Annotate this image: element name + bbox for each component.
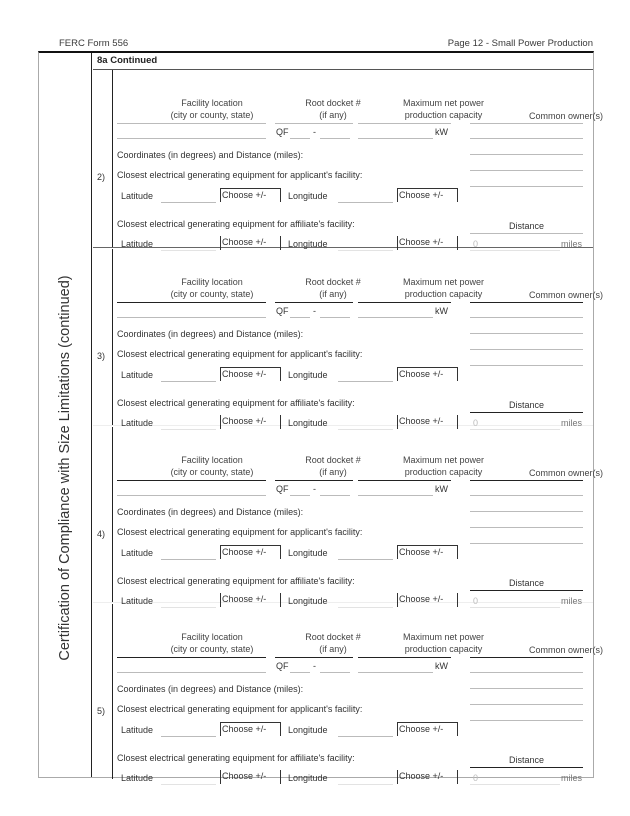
- common-owner-field-3[interactable]: [470, 170, 583, 171]
- header-rule: [117, 657, 266, 658]
- common-owners-label: Common owner(s): [528, 290, 604, 300]
- distance-value[interactable]: 0: [473, 239, 479, 249]
- applicant-longitude-label: Longitude: [288, 548, 328, 558]
- applicant-latitude-field[interactable]: [161, 202, 216, 203]
- facility-location-label: Facility location: [181, 98, 243, 108]
- affiliate-latitude-sign-select[interactable]: Choose +/-: [220, 415, 281, 429]
- max-power-sublabel: production capacity: [404, 644, 483, 654]
- applicant-latitude-label: Latitude: [121, 370, 154, 380]
- root-docket-header: [283, 276, 383, 300]
- header-rule: [470, 657, 583, 658]
- entry-number: 3): [97, 351, 106, 361]
- distance-rule: [470, 590, 583, 591]
- max-power-label: Maximum net power: [402, 98, 485, 108]
- facility-location-header: [137, 631, 287, 655]
- entry-number-column: [93, 427, 113, 602]
- applicant-longitude-sign-select[interactable]: Choose +/-: [397, 722, 458, 736]
- docket-dash: -: [313, 661, 316, 671]
- applicant-latitude-field[interactable]: [161, 559, 216, 560]
- applicant-latitude-label: Latitude: [121, 548, 154, 558]
- facility-location-label: Facility location: [181, 455, 243, 465]
- common-owner-field-2[interactable]: [470, 333, 583, 334]
- affiliate-longitude-label: Longitude: [288, 773, 328, 783]
- qf-docket-field-b[interactable]: [320, 317, 350, 318]
- facility-location-header: [137, 276, 287, 300]
- root-docket-header: [283, 454, 383, 478]
- affiliate-equipment-label: Closest electrical generating equipment for affiliate's facility:: [117, 398, 355, 408]
- affiliate-equipment-label: Closest electrical generating equipment for affiliate's facility:: [117, 753, 355, 763]
- form-frame: [38, 51, 604, 783]
- root-docket-label: Root docket #: [305, 632, 361, 642]
- miles-unit: miles: [561, 596, 583, 606]
- entry-section: [93, 249, 604, 428]
- facility-location-field[interactable]: [117, 495, 266, 496]
- affiliate-latitude-label: Latitude: [121, 418, 154, 428]
- capacity-field[interactable]: [358, 138, 433, 139]
- common-owner-field-2[interactable]: [470, 511, 583, 512]
- affiliate-longitude-label: Longitude: [288, 418, 328, 428]
- applicant-equipment-label: Closest electrical generating equipment for applicant's facility:: [117, 170, 363, 180]
- entry-section: [93, 604, 604, 783]
- max-power-header: [391, 276, 496, 300]
- root-docket-label: Root docket #: [305, 277, 361, 287]
- facility-location-label: Facility location: [181, 277, 243, 287]
- qf-docket-field-b[interactable]: [320, 495, 350, 496]
- affiliate-latitude-label: Latitude: [121, 596, 154, 606]
- distance-label: Distance: [508, 221, 544, 231]
- common-owner-field-4[interactable]: [470, 365, 583, 366]
- root-docket-header: [283, 631, 383, 655]
- applicant-latitude-sign-select[interactable]: Choose +/-: [220, 188, 281, 202]
- facility-location-field[interactable]: [117, 138, 266, 139]
- qf-prefix: QF: [276, 661, 289, 671]
- entry-section: [93, 70, 604, 249]
- header-rule: [358, 123, 451, 124]
- applicant-latitude-label: Latitude: [121, 191, 154, 201]
- kw-unit: kW: [435, 127, 448, 137]
- qf-docket-field-a[interactable]: [290, 317, 310, 318]
- entry-number: 2): [97, 172, 106, 182]
- applicant-longitude-sign-select[interactable]: Choose +/-: [397, 545, 458, 559]
- facility-location-sublabel: (city or county, state): [170, 644, 254, 654]
- distance-value[interactable]: 0: [473, 773, 479, 783]
- applicant-longitude-field[interactable]: [338, 202, 393, 203]
- max-power-sublabel: production capacity: [404, 289, 483, 299]
- miles-unit: miles: [561, 418, 583, 428]
- affiliate-latitude-label: Latitude: [121, 239, 154, 249]
- sidebar-title: Certification of Compliance with Size Limitations (continued): [57, 275, 73, 661]
- applicant-equipment-label: Closest electrical generating equipment for applicant's facility:: [117, 527, 363, 537]
- common-owners-label: Common owner(s): [528, 468, 604, 478]
- common-owner-field-3[interactable]: [470, 704, 583, 705]
- qf-prefix: QF: [276, 306, 289, 316]
- facility-location-header: [137, 454, 287, 478]
- applicant-longitude-field[interactable]: [338, 736, 393, 737]
- affiliate-longitude-label: Longitude: [288, 239, 328, 249]
- affiliate-latitude-sign-select[interactable]: Choose +/-: [220, 770, 281, 784]
- coordinates-label: Coordinates (in degrees) and Distance (miles):: [117, 329, 304, 339]
- capacity-field[interactable]: [358, 495, 433, 496]
- max-power-label: Maximum net power: [402, 277, 485, 287]
- common-owner-field-1[interactable]: [470, 672, 583, 673]
- facility-location-field[interactable]: [117, 672, 266, 673]
- page-label: Page 12 - Small Power Production: [447, 38, 593, 49]
- common-owner-field-2[interactable]: [470, 688, 583, 689]
- affiliate-longitude-sign-select[interactable]: Choose +/-: [397, 236, 458, 250]
- form-content: [93, 53, 604, 783]
- docket-dash: -: [313, 484, 316, 494]
- applicant-longitude-label: Longitude: [288, 191, 328, 201]
- sidebar: [39, 53, 92, 777]
- affiliate-latitude-field[interactable]: [161, 784, 216, 785]
- header-rule: [275, 480, 353, 481]
- coordinates-label: Coordinates (in degrees) and Distance (miles):: [117, 684, 304, 694]
- kw-unit: kW: [435, 484, 448, 494]
- qf-docket-field-b[interactable]: [320, 672, 350, 673]
- page-header: [59, 38, 593, 52]
- docket-dash: -: [313, 127, 316, 137]
- distance-label: Distance: [508, 578, 544, 588]
- facility-location-sublabel: (city or county, state): [170, 467, 254, 477]
- form-name: FERC Form 556: [59, 38, 129, 49]
- affiliate-latitude-sign-select[interactable]: Choose +/-: [220, 236, 281, 250]
- qf-docket-field-b[interactable]: [320, 138, 350, 139]
- header-rule: [117, 302, 266, 303]
- affiliate-longitude-sign-select[interactable]: Choose +/-: [397, 770, 458, 784]
- affiliate-longitude-sign-select[interactable]: Choose +/-: [397, 415, 458, 429]
- root-docket-sublabel: (if any): [319, 289, 347, 299]
- common-owner-field-3[interactable]: [470, 349, 583, 350]
- kw-unit: kW: [435, 306, 448, 316]
- distance-rule: [470, 767, 583, 768]
- distance-label: Distance: [508, 755, 544, 765]
- facility-location-header: [137, 97, 287, 121]
- affiliate-longitude-field[interactable]: [338, 784, 393, 785]
- max-power-label: Maximum net power: [402, 632, 485, 642]
- header-rule: [275, 657, 353, 658]
- max-power-header: [391, 454, 496, 478]
- max-power-sublabel: production capacity: [404, 467, 483, 477]
- applicant-longitude-label: Longitude: [288, 370, 328, 380]
- common-owner-field-1[interactable]: [470, 317, 583, 318]
- root-docket-sublabel: (if any): [319, 467, 347, 477]
- common-owner-field-1[interactable]: [470, 495, 583, 496]
- distance-field[interactable]: [470, 784, 560, 785]
- max-power-header: [391, 631, 496, 655]
- distance-rule: [470, 412, 583, 413]
- header-rule: [275, 123, 353, 124]
- entry-number-column: [93, 70, 113, 247]
- section-header: 8a Continued: [93, 53, 593, 70]
- header-rule: [470, 480, 583, 481]
- common-owner-field-1[interactable]: [470, 138, 583, 139]
- entry-number: 4): [97, 529, 106, 539]
- qf-prefix: QF: [276, 127, 289, 137]
- applicant-longitude-sign-select[interactable]: Choose +/-: [397, 188, 458, 202]
- affiliate-longitude-label: Longitude: [288, 596, 328, 606]
- header-rule: [117, 123, 266, 124]
- max-power-label: Maximum net power: [402, 455, 485, 465]
- affiliate-latitude-sign-select[interactable]: Choose +/-: [220, 593, 281, 607]
- applicant-latitude-sign-select[interactable]: Choose +/-: [220, 722, 281, 736]
- root-docket-label: Root docket #: [305, 98, 361, 108]
- facility-location-sublabel: (city or county, state): [170, 110, 254, 120]
- common-owner-field-3[interactable]: [470, 527, 583, 528]
- applicant-latitude-sign-select[interactable]: Choose +/-: [220, 367, 281, 381]
- applicant-equipment-label: Closest electrical generating equipment for applicant's facility:: [117, 349, 363, 359]
- distance-value[interactable]: 0: [473, 418, 479, 428]
- root-docket-header: [283, 97, 383, 121]
- applicant-equipment-label: Closest electrical generating equipment for applicant's facility:: [117, 704, 363, 714]
- common-owner-field-2[interactable]: [470, 154, 583, 155]
- applicant-latitude-label: Latitude: [121, 725, 154, 735]
- affiliate-latitude-label: Latitude: [121, 773, 154, 783]
- applicant-longitude-field[interactable]: [338, 381, 393, 382]
- root-docket-label: Root docket #: [305, 455, 361, 465]
- qf-prefix: QF: [276, 484, 289, 494]
- max-power-sublabel: production capacity: [404, 110, 483, 120]
- affiliate-equipment-label: Closest electrical generating equipment for affiliate's facility:: [117, 576, 355, 586]
- applicant-latitude-sign-select[interactable]: Choose +/-: [220, 545, 281, 559]
- capacity-field[interactable]: [358, 672, 433, 673]
- root-docket-sublabel: (if any): [319, 110, 347, 120]
- applicant-longitude-sign-select[interactable]: Choose +/-: [397, 367, 458, 381]
- applicant-longitude-label: Longitude: [288, 725, 328, 735]
- header-rule: [358, 657, 451, 658]
- applicant-latitude-field[interactable]: [161, 736, 216, 737]
- affiliate-equipment-label: Closest electrical generating equipment for affiliate's facility:: [117, 219, 355, 229]
- capacity-field[interactable]: [358, 317, 433, 318]
- kw-unit: kW: [435, 661, 448, 671]
- root-docket-sublabel: (if any): [319, 644, 347, 654]
- header-rule: [275, 302, 353, 303]
- common-owners-label: Common owner(s): [528, 111, 604, 121]
- miles-unit: miles: [561, 239, 583, 249]
- qf-docket-field-a[interactable]: [290, 495, 310, 496]
- distance-value[interactable]: 0: [473, 596, 479, 606]
- coordinates-label: Coordinates (in degrees) and Distance (miles):: [117, 507, 304, 517]
- coordinates-label: Coordinates (in degrees) and Distance (miles):: [117, 150, 304, 160]
- distance-rule: [470, 233, 583, 234]
- common-owner-field-4[interactable]: [470, 720, 583, 721]
- distance-label: Distance: [508, 400, 544, 410]
- header-rule: [358, 480, 451, 481]
- qf-docket-field-a[interactable]: [290, 138, 310, 139]
- docket-dash: -: [313, 306, 316, 316]
- header-rule: [470, 302, 583, 303]
- affiliate-longitude-sign-select[interactable]: Choose +/-: [397, 593, 458, 607]
- applicant-latitude-field[interactable]: [161, 381, 216, 382]
- entry-number: 5): [97, 706, 106, 716]
- applicant-longitude-field[interactable]: [338, 559, 393, 560]
- entry-section: [93, 427, 604, 606]
- facility-location-sublabel: (city or county, state): [170, 289, 254, 299]
- common-owners-label: Common owner(s): [528, 645, 604, 655]
- max-power-header: [391, 97, 496, 121]
- entry-number-column: [93, 249, 113, 425]
- header-rule: [117, 480, 266, 481]
- common-owner-field-4[interactable]: [470, 543, 583, 544]
- facility-location-label: Facility location: [181, 632, 243, 642]
- header-rule: [358, 302, 451, 303]
- qf-docket-field-a[interactable]: [290, 672, 310, 673]
- facility-location-field[interactable]: [117, 317, 266, 318]
- header-rule: [470, 123, 583, 124]
- common-owner-field-4[interactable]: [470, 186, 583, 187]
- entry-number-column: [93, 604, 113, 779]
- miles-unit: miles: [561, 773, 583, 783]
